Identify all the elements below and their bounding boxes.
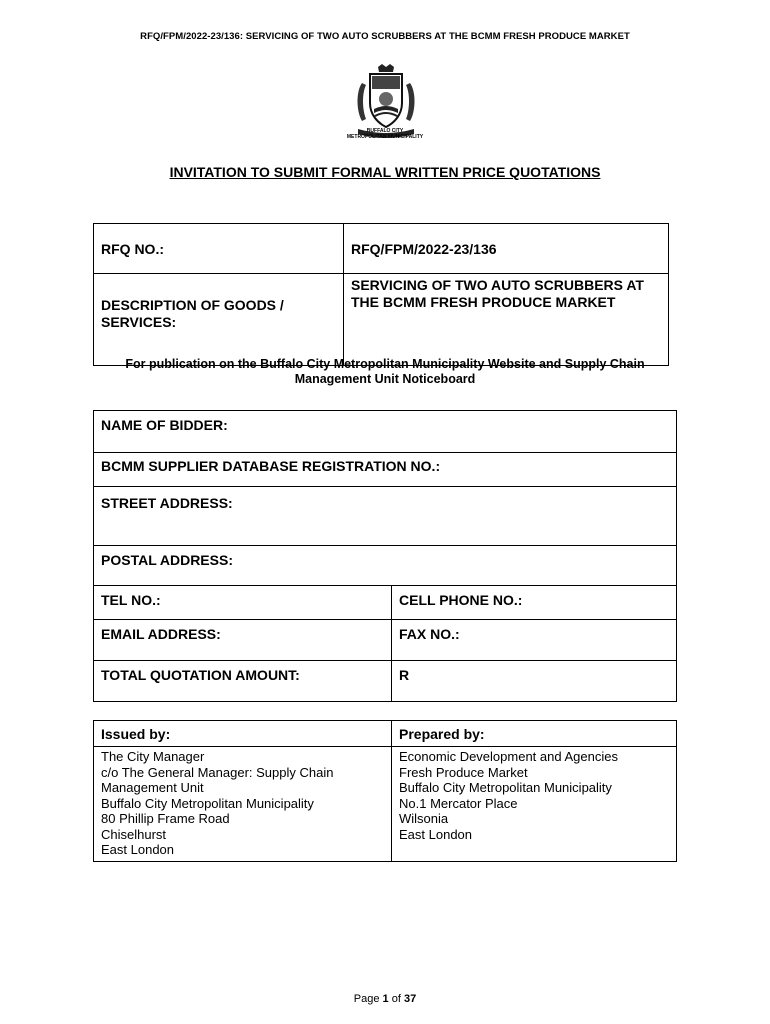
bidder-name-field: NAME OF BIDDER: bbox=[94, 411, 677, 453]
address-line: Management Unit bbox=[101, 780, 204, 795]
address-line: Fresh Produce Market bbox=[399, 764, 528, 780]
description-value: SERVICING OF TWO AUTO SCRUBBERS AT THE BCMM FRESH PRODUCE MARKET bbox=[344, 274, 669, 366]
rfq-number-label: RFQ NO.: bbox=[94, 224, 344, 274]
address-line: No.1 Mercator Place bbox=[399, 795, 518, 811]
prepared-by-address bbox=[392, 747, 677, 862]
email-address-field: EMAIL ADDRESS: bbox=[94, 620, 392, 661]
logo-caption-line2: METROPOLITAN MUNICIPALITY bbox=[346, 134, 424, 140]
address-line: Buffalo City Metropolitan Municipality bbox=[399, 780, 612, 795]
address-line: East London bbox=[101, 842, 175, 857]
postal-address-field: POSTAL ADDRESS: bbox=[94, 546, 677, 586]
prepared-by-label: Prepared by: bbox=[392, 721, 677, 747]
address-line: Economic Development and Agencies bbox=[399, 749, 618, 764]
of-word: of bbox=[391, 993, 401, 1005]
logo-caption-line1: BUFFALO CITY bbox=[366, 128, 404, 134]
issued-prepared-table bbox=[93, 720, 677, 862]
page-title: INVITATION TO SUBMIT FORMAL WRITTEN PRICE QUOTATIONS bbox=[169, 164, 601, 180]
issued-by-address bbox=[94, 747, 392, 862]
page-number-footer bbox=[0, 993, 770, 1005]
address-line: Buffalo City Metropolitan Municipality bbox=[101, 795, 314, 811]
publication-note: For publication on the Buffalo City Metropolitan Municipality Website and Supply Chain Management Unit Noticeboard bbox=[125, 357, 645, 386]
currency-symbol: R bbox=[392, 661, 677, 702]
tel-number-field: TEL NO.: bbox=[94, 586, 392, 620]
registration-number-field: BCMM SUPPLIER DATABASE REGISTRATION NO.: bbox=[94, 453, 677, 487]
address-line: Chiselhurst bbox=[101, 826, 167, 842]
page-total: 37 bbox=[403, 993, 417, 1005]
bidder-details-form bbox=[93, 410, 677, 702]
page-current: 1 bbox=[382, 993, 389, 1005]
rfq-details-table bbox=[93, 223, 669, 366]
description-label: DESCRIPTION OF GOODS / SERVICES: bbox=[94, 274, 344, 366]
running-header: RFQ/FPM/2022-23/136: SERVICING OF TWO AUTO SCRUBBERS AT THE BCMM FRESH PRODUCE MARKET bbox=[140, 31, 630, 42]
address-line: 80 Phillip Frame Road bbox=[101, 811, 230, 826]
fax-number-field: FAX NO.: bbox=[392, 620, 677, 661]
cell-number-field: CELL PHONE NO.: bbox=[392, 586, 677, 620]
rfq-number-value: RFQ/FPM/2022-23/136 bbox=[344, 224, 669, 274]
address-line: The City Manager bbox=[101, 749, 205, 764]
street-address-field: STREET ADDRESS: bbox=[94, 487, 677, 546]
address-line: c/o The General Manager: Supply Chain bbox=[101, 764, 334, 780]
total-quotation-field: TOTAL QUOTATION AMOUNT: bbox=[94, 661, 392, 702]
page-word: Page bbox=[353, 993, 380, 1005]
address-line: East London bbox=[399, 826, 473, 842]
address-line: Wilsonia bbox=[399, 811, 449, 826]
issued-by-label: Issued by: bbox=[94, 721, 392, 747]
